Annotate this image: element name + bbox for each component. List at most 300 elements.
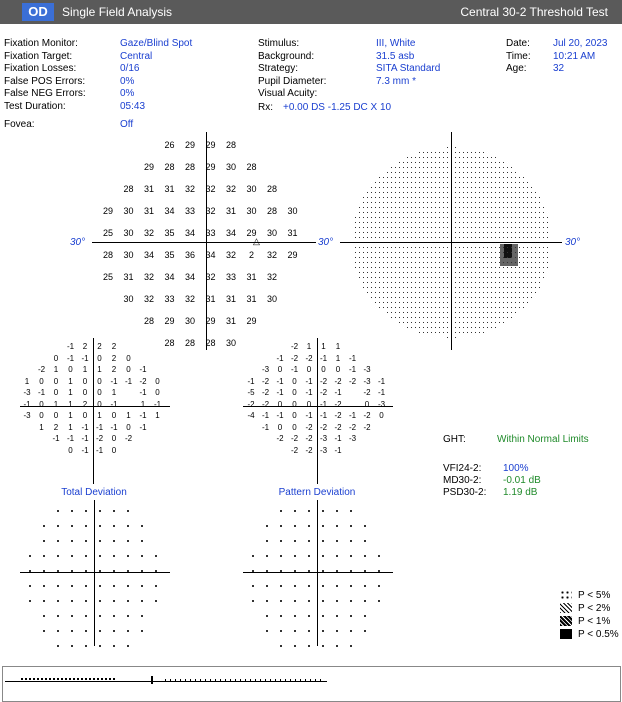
grayscale-dot [531,212,532,213]
grayscale-dot [415,207,416,208]
grayscale-dot [399,272,400,273]
grayscale-dot [511,252,512,253]
grayscale-dot [423,267,424,268]
grayscale-dot [379,192,380,193]
grid-value: -1 [348,353,357,363]
grayscale-dot [515,252,516,253]
grayscale-degree-right: 30° [565,237,581,248]
grayscale-dot [531,192,532,193]
grayscale-dot [475,207,476,208]
grayscale-dot [443,157,444,158]
grid-value: 2 [111,342,117,351]
grayscale-dot [387,287,388,288]
grayscale-dot [467,272,468,273]
grayscale-dot [535,227,536,228]
grayscale-dot [487,302,488,303]
grid-value: -2 [305,353,313,363]
grayscale-dot [519,292,520,293]
grayscale-dot [439,167,440,168]
grayscale-dot [491,277,492,278]
prob-total-vertical-axis [94,500,95,646]
grayscale-dot [403,292,404,293]
grayscale-dot [491,162,492,163]
grayscale-dot [423,262,424,263]
grayscale-dot [475,162,476,163]
grayscale-dot [411,287,412,288]
grayscale-dot [423,207,424,208]
grayscale-dot [511,202,512,203]
grayscale-dot [423,202,424,203]
grayscale-dot [399,182,400,183]
grid-value: 29 [205,162,216,172]
grayscale-dot [447,272,448,273]
probability-dot [85,570,87,572]
grayscale-dot [471,332,472,333]
grayscale-dot [535,197,536,198]
grayscale-dot [443,247,444,248]
grayscale-dot [407,217,408,218]
grayscale-dot [383,177,384,178]
grayscale-dot [435,162,436,163]
grayscale-dot [527,202,528,203]
grayscale-dot [471,252,472,253]
grayscale-dot [431,237,432,238]
grayscale-dot [375,302,376,303]
threshold-horizontal-axis [92,242,316,243]
grayscale-dot [459,277,460,278]
grayscale-dot [435,252,436,253]
probability-dot [71,555,73,557]
probability-dot [350,585,352,587]
grayscale-dot [531,262,532,263]
grayscale-dot [507,237,508,238]
grayscale-dot [483,302,484,303]
grayscale-dot [411,162,412,163]
grayscale-dot [487,202,488,203]
grayscale-dot [475,257,476,258]
probability-dot [43,585,45,587]
grayscale-dot [459,297,460,298]
grayscale-dot [467,267,468,268]
info-value: III, White [376,38,416,49]
probability-dot [364,540,366,542]
grayscale-dot [403,317,404,318]
grayscale-dot [455,257,456,258]
grid-value: 1 [321,342,326,351]
grayscale-dot [491,282,492,283]
grayscale-dot [379,197,380,198]
grayscale-dot [463,332,464,333]
grayscale-dot [415,292,416,293]
grayscale-dot [475,212,476,213]
prob-pattern-horizontal-axis [243,572,393,573]
grayscale-dot [407,257,408,258]
grayscale-dot [379,227,380,228]
grayscale-dot [503,232,504,233]
probability-dot [294,525,296,527]
grayscale-dot [407,167,408,168]
grayscale-dot [483,167,484,168]
grid-value: 2 [53,422,59,432]
grayscale-dot [395,292,396,293]
grayscale-dot [511,217,512,218]
grayscale-dot [387,197,388,198]
grayscale-dot [427,287,428,288]
grayscale-dot [515,192,516,193]
probability-dot [294,630,296,632]
grayscale-dot [403,207,404,208]
grayscale-dot [415,247,416,248]
grayscale-dot [459,172,460,173]
grayscale-dot [527,277,528,278]
grayscale-dot [475,182,476,183]
grayscale-dot [527,182,528,183]
grayscale-dot [427,302,428,303]
probability-dot [350,645,352,647]
grayscale-dot [515,217,516,218]
grayscale-dot [515,202,516,203]
grayscale-dot [387,187,388,188]
grayscale-dot [359,272,360,273]
grayscale-dot [403,272,404,273]
grayscale-dot [395,267,396,268]
grayscale-dot [435,212,436,213]
grayscale-dot [427,227,428,228]
grayscale-dot [471,197,472,198]
grayscale-dot [403,192,404,193]
eye-badge: OD [22,3,54,21]
grayscale-dot [415,222,416,223]
probability-dot [29,585,31,587]
grid-value: -1 [319,399,328,409]
grayscale-dot [507,297,508,298]
grayscale-dot [419,177,420,178]
grayscale-dot [439,302,440,303]
grayscale-dot [367,192,368,193]
grayscale-dot [387,237,388,238]
grayscale-dot [447,322,448,323]
grayscale-dot [443,302,444,303]
grayscale-dot [443,212,444,213]
grid-value: 0 [126,365,131,374]
grayscale-dot [379,247,380,248]
grayscale-dot [411,232,412,233]
grid-value: -1 [124,376,133,386]
probability-dot [99,645,101,647]
probability-dot [252,570,254,572]
grayscale-dot [447,162,448,163]
grayscale-dot [527,257,528,258]
grayscale-dot [383,187,384,188]
grayscale-dot [435,172,436,173]
info-label: False POS Errors: [4,75,86,87]
grayscale-dot [475,227,476,228]
grayscale-dot [495,207,496,208]
grayscale-dot [427,187,428,188]
grayscale-dot [391,312,392,313]
grayscale-dot [383,222,384,223]
grayscale-dot [483,277,484,278]
grid-value: -2 [290,342,299,351]
grayscale-dot [463,327,464,328]
grayscale-dot [359,237,360,238]
index-label: VFI24-2: [443,463,482,474]
grayscale-dot [455,177,456,178]
grayscale-dot [371,282,372,283]
grayscale-dot [539,272,540,273]
grayscale-dot [391,272,392,273]
grayscale-dot [527,262,528,263]
grid-value: 32 [143,272,154,282]
grayscale-dot [419,202,420,203]
grayscale-dot [423,227,424,228]
grayscale-dot [547,252,548,253]
grayscale-dot [391,232,392,233]
grayscale-dot [467,302,468,303]
grayscale-dot [427,317,428,318]
grayscale-dot [423,247,424,248]
probability-dot [113,555,115,557]
grid-value: 32 [205,206,216,216]
grayscale-dot [471,217,472,218]
grayscale-dot [443,282,444,283]
grayscale-dot [447,287,448,288]
grayscale-dot [479,157,480,158]
grayscale-dot [419,207,420,208]
grayscale-dot [519,182,520,183]
grayscale-dot [483,262,484,263]
grayscale-dot [511,207,512,208]
grid-value: 29 [287,250,298,260]
grayscale-dot [387,177,388,178]
grayscale-dot [407,267,408,268]
grayscale-dot [411,297,412,298]
grayscale-dot [379,207,380,208]
grid-value: -1 [66,353,75,363]
grayscale-dot [467,307,468,308]
grayscale-dot [511,277,512,278]
grayscale-dot [391,247,392,248]
grayscale-dot [483,252,484,253]
gaze-tracking-strip [2,666,621,702]
grayscale-dot [531,217,532,218]
grayscale-dot [419,332,420,333]
grayscale-dot [539,287,540,288]
grayscale-dot [423,257,424,258]
grayscale-dot [543,257,544,258]
grayscale-dot [487,192,488,193]
grid-value: 29 [164,316,175,326]
grid-value: -1 [23,399,31,409]
grayscale-dot [403,177,404,178]
total-deviation-title: Total Deviation [61,487,127,498]
probability-dot [280,645,282,647]
grayscale-dot [531,297,532,298]
grid-value: 31 [143,184,154,194]
grayscale-dot [403,252,404,253]
grayscale-dot [511,232,512,233]
probability-dot [57,555,59,557]
grid-value: 0 [277,422,283,432]
grayscale-dot [395,182,396,183]
grayscale-dot [459,187,460,188]
grid-value: 29 [205,140,216,150]
grayscale-dot [463,322,464,323]
probability-dot [71,525,73,527]
grayscale-dot [507,227,508,228]
grayscale-dot [507,277,508,278]
grayscale-dot [435,247,436,248]
grayscale-dot [467,217,468,218]
grid-value: -2 [319,388,328,397]
grayscale-dot [527,227,528,228]
grayscale-dot [487,327,488,328]
grayscale-dot [463,272,464,273]
grayscale-dot [455,147,456,148]
grayscale-dot [439,272,440,273]
grayscale-dot [403,257,404,258]
grayscale-dot [443,322,444,323]
grayscale-dot [443,237,444,238]
grayscale-dot [515,172,516,173]
probability-dot [99,600,101,602]
probability-dot [43,540,45,542]
grayscale-dot [419,292,420,293]
grayscale-dot [519,202,520,203]
grayscale-dot [479,312,480,313]
grayscale-dot [427,282,428,283]
grayscale-dot [435,257,436,258]
grayscale-dot [507,262,508,263]
grayscale-dot [423,162,424,163]
grayscale-dot [507,197,508,198]
grayscale-dot [491,167,492,168]
grayscale-dot [423,217,424,218]
grayscale-dot [535,202,536,203]
grayscale-dot [443,257,444,258]
grayscale-dot [495,182,496,183]
grid-value: 35 [164,250,175,260]
grayscale-dot [495,247,496,248]
grayscale-dot [483,332,484,333]
grid-value: 34 [164,206,175,216]
grayscale-dot [459,227,460,228]
grayscale-dot [515,307,516,308]
grayscale-dot [519,252,520,253]
grid-value: -2 [334,411,342,420]
grayscale-dot [399,277,400,278]
grayscale-dot [471,222,472,223]
grayscale-dot [535,192,536,193]
grayscale-dot [499,262,500,263]
grayscale-dot [411,237,412,238]
grayscale-dot [511,247,512,248]
grid-value: 0 [82,388,88,397]
grayscale-dot [479,182,480,183]
grayscale-dot [407,177,408,178]
grayscale-dot [487,282,488,283]
grayscale-dot [507,192,508,193]
grayscale-dot [431,332,432,333]
grayscale-dot [439,317,440,318]
grayscale-dot [487,197,488,198]
grid-value: 34 [205,250,216,260]
grayscale-dot [375,227,376,228]
grayscale-dot [487,217,488,218]
grayscale-dot [379,307,380,308]
grayscale-dot [375,287,376,288]
grayscale-dot [479,217,480,218]
grayscale-dot [439,287,440,288]
grayscale-dot [483,297,484,298]
grayscale-dot [479,277,480,278]
grayscale-dot [391,212,392,213]
grayscale-dot [371,192,372,193]
grayscale-dot [475,277,476,278]
grayscale-dot [511,297,512,298]
grayscale-dot [463,297,464,298]
grayscale-dot [359,207,360,208]
grayscale-dot [371,222,372,223]
grayscale-dot [439,247,440,248]
grid-value: 28 [266,184,277,194]
grayscale-vertical-axis [451,132,452,350]
grid-value: 32 [143,294,154,304]
grayscale-dot [395,272,396,273]
grayscale-dot [411,252,412,253]
grayscale-dot [527,207,528,208]
grayscale-dot [515,282,516,283]
grayscale-dot [419,267,420,268]
grayscale-dot [531,247,532,248]
grayscale-dot [463,317,464,318]
grayscale-dot [491,312,492,313]
grayscale-dot [415,237,416,238]
grayscale-dot [507,252,508,253]
grayscale-dot [407,172,408,173]
grayscale-dot [539,212,540,213]
grid-value: -1 [348,365,357,374]
probability-dot [280,615,282,617]
grayscale-dot [475,177,476,178]
grayscale-dot [439,332,440,333]
probability-dot [85,615,87,617]
grayscale-dot [419,157,420,158]
probability-dot [57,585,59,587]
grid-value: 25 [102,272,113,282]
grayscale-dot [523,217,524,218]
grayscale-dot [463,262,464,263]
grayscale-dot [411,282,412,283]
grid-value: 28 [246,162,257,172]
grayscale-dot [471,282,472,283]
grayscale-dot [467,282,468,283]
grayscale-dot [387,217,388,218]
grayscale-dot [515,182,516,183]
grid-value: -1 [66,342,75,351]
grid-value: 1 [126,411,131,420]
probability-dot [85,525,87,527]
grayscale-dot [403,172,404,173]
grid-value: 0 [292,376,297,386]
grid-value: 0 [53,411,59,420]
grayscale-dot [515,237,516,238]
grayscale-dot [371,202,372,203]
grayscale-dot [407,202,408,203]
grayscale-dot [511,222,512,223]
probability-dot [336,645,338,647]
grayscale-dot [531,267,532,268]
